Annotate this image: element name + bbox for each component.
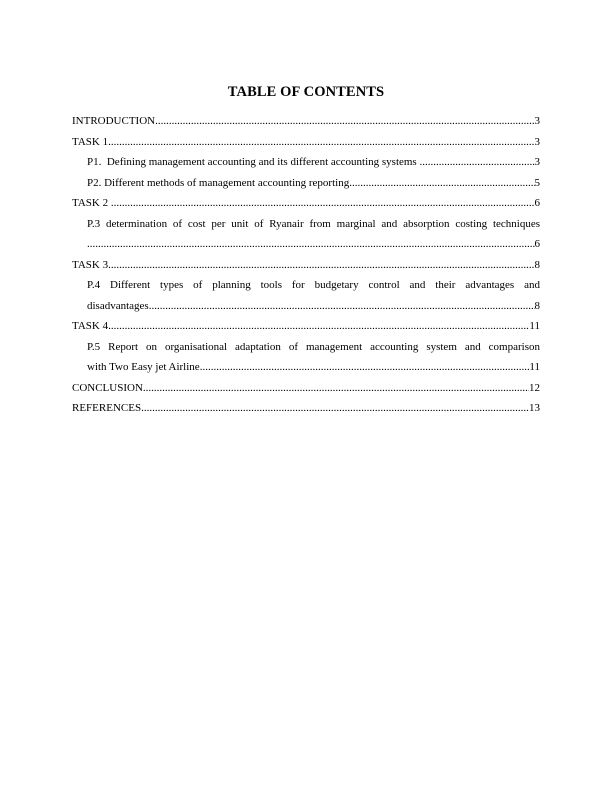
- toc-entry-line2: [72, 357, 540, 378]
- toc-entry-page: 6: [534, 238, 540, 250]
- toc-entry-page: 11: [529, 320, 540, 332]
- toc-entry-page: 3: [534, 135, 540, 148]
- toc-entry-text: TASK 2: [72, 197, 111, 209]
- toc-leader-dots: [108, 132, 534, 153]
- toc-entry-text: TASK 1: [72, 135, 109, 148]
- toc-entry-introduction[interactable]: [72, 111, 540, 132]
- toc-entry-text: REFERENCES: [72, 402, 142, 414]
- toc-entry-task-1[interactable]: [72, 132, 540, 153]
- toc-leader-dots: [141, 398, 529, 419]
- toc-entry-page: 3: [534, 115, 540, 127]
- toc-entry-conclusion[interactable]: [72, 378, 540, 399]
- toc-title: TABLE OF CONTENTS: [227, 84, 385, 100]
- toc-leader-dots: [419, 152, 534, 173]
- toc-entry-text-line1: P.4 Different types of planning tools for budgetary control and their advantages and: [87, 279, 540, 291]
- toc-entry-text: CONCLUSION: [72, 381, 143, 394]
- toc-entry-task-2[interactable]: [72, 193, 540, 214]
- toc-entry-text: P1. Defining management accounting and its different accounting systems: [87, 156, 420, 168]
- toc-entry-line2: [72, 296, 540, 317]
- table-of-contents: [72, 111, 540, 419]
- toc-entry-p1[interactable]: [72, 152, 540, 173]
- toc-entry-line2: [72, 234, 540, 255]
- toc-entry-task-4[interactable]: [72, 316, 540, 337]
- toc-leader-dots: [349, 173, 534, 194]
- toc-leader-dots: [87, 234, 535, 255]
- toc-leader-dots: [155, 111, 534, 132]
- toc-entry-text: INTRODUCTION: [72, 115, 156, 127]
- toc-entry-page: 11: [529, 361, 540, 373]
- toc-entry-page: 8: [534, 258, 540, 271]
- toc-entry-text: with Two Easy jet Airline: [87, 361, 200, 373]
- toc-entry-page: 12: [529, 381, 540, 394]
- toc-leader-dots: [149, 296, 535, 317]
- toc-leader-dots: [108, 255, 534, 276]
- toc-entry-task-3[interactable]: [72, 255, 540, 276]
- toc-entry-page: 5: [534, 176, 540, 189]
- toc-entry-text-line1: P.5 Report on organisational adaptation of management accounting system and comparison: [87, 340, 540, 353]
- toc-leader-dots: [111, 193, 535, 214]
- toc-entry-page: 13: [529, 402, 540, 414]
- toc-entry-text: TASK 4: [72, 320, 109, 332]
- toc-entry-page: 3: [534, 156, 540, 168]
- toc-entry-text: TASK 3: [72, 258, 109, 271]
- toc-entry-text-line1: P.3 determination of cost per unit of Ryanair from marginal and absorption costing techniques: [87, 217, 540, 230]
- toc-entry-p2[interactable]: [72, 173, 540, 194]
- toc-entry-references[interactable]: [72, 398, 540, 419]
- toc-leader-dots: [143, 378, 529, 399]
- toc-entry-page: 6: [534, 197, 540, 209]
- toc-entry-p5[interactable]: [72, 337, 540, 378]
- toc-entry-text: disadvantages: [87, 299, 149, 312]
- toc-entry-p3[interactable]: [72, 214, 540, 255]
- toc-leader-dots: [200, 357, 530, 378]
- toc-entry-text: P2. Different methods of management accounting reporting: [87, 176, 350, 189]
- toc-entry-p4[interactable]: [72, 275, 540, 316]
- toc-entry-page: 8: [534, 299, 540, 312]
- toc-leader-dots: [108, 316, 529, 337]
